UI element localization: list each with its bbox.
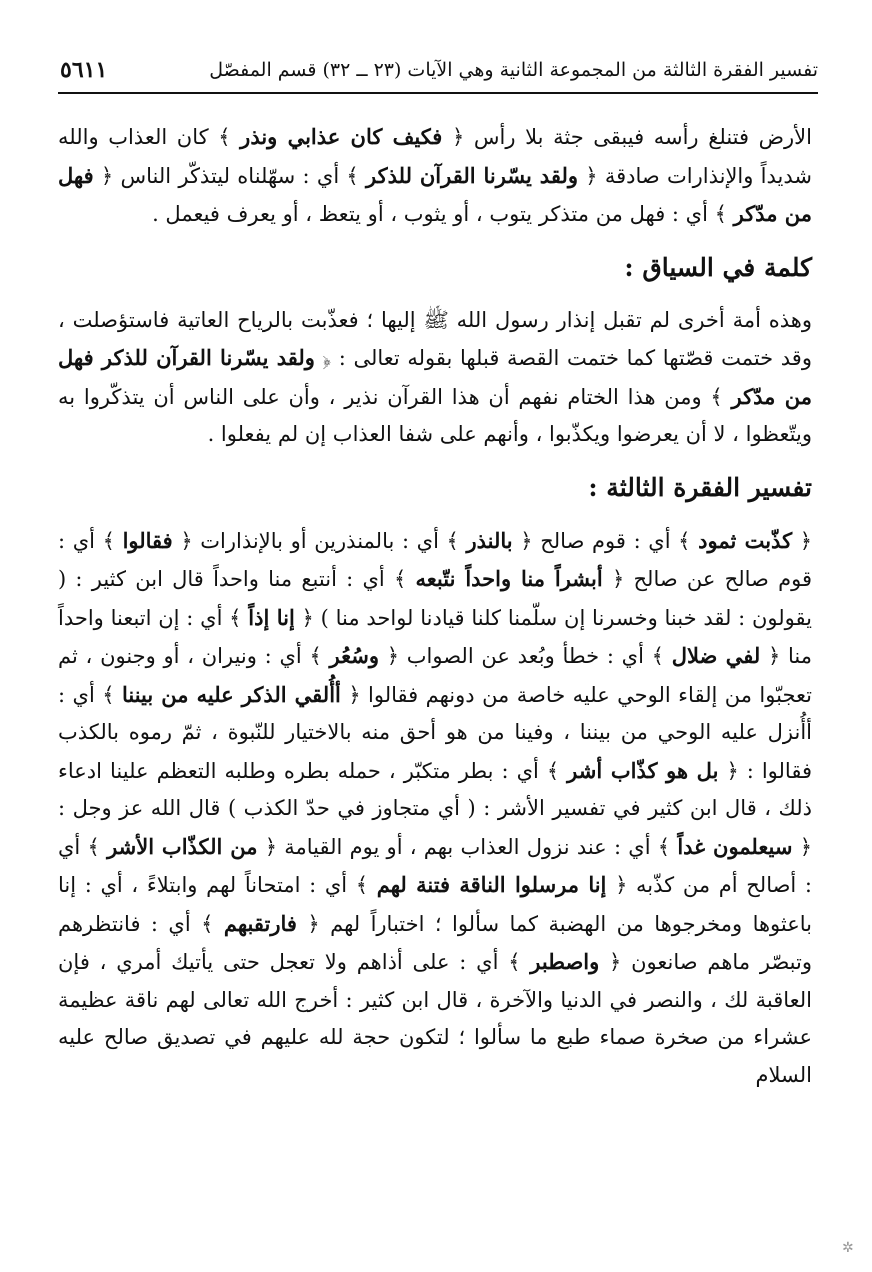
header-rule (58, 92, 818, 94)
quran-quote: إنا إذاً (248, 604, 295, 630)
text-run: ﴾ أي : ونيران ، أو وجنون ، ثم تعجبّوا من إلقاء الوحي عليه خاصة من دونهم فقالوا ﴿ (58, 644, 812, 707)
paragraph-1 (58, 118, 812, 234)
text-run: ﴾ أي : بالمنذرين أو بالإنذارات ﴿ (172, 528, 467, 553)
quran-quote: فارتقبهم (223, 910, 297, 936)
header-title: تفسير الفقرة الثالثة من المجموعة الثانية وهي الآيات (٢٣ ــ ٣٢) قسم المفصّل (209, 59, 818, 81)
text-run: الأرض فتنلغ رأسه فيبقى جثة بلا رأس ﴿ (442, 125, 812, 149)
quran-quote: أأُلقي الذكر عليه من بيننا (121, 681, 341, 707)
running-header (60, 52, 818, 88)
text-run: وهذه أمة أخرى لم تقبل إنذار رسول الله ﷺ إليها ؛ فعذّبت بالرياح العاتية فاستؤصلت ، وقد ختمت قصّتها كما ختمت القصة قبلها بقوله تعالى : ﴿ (58, 307, 812, 370)
quran-quote: لفي ضلال (671, 643, 761, 668)
text-run: ﴾ أي : عند نزول العذاب بهم ، أو يوم القيامة ﴿ (257, 834, 678, 859)
quran-quote: وسُعُر (329, 643, 379, 668)
text-run: ﴾ أي : فهل من متذكر يتوب ، أو يثوب ، أو يتعظ ، أو يعرف فيعمل . (152, 202, 734, 226)
text-run: ﴾ أي : فانتظرهم وتبصّر ماهم صانعون ﴿ (58, 911, 812, 974)
text-run: ﴾ أي : أأُنزل عليه الوحي من بيننا ، وفينا من هو أحق منه بالاختيار للنّبوة ، ثمّ رموه بالكذب فقالوا : ﴿ (58, 682, 812, 783)
paragraph-2 (58, 302, 812, 454)
quran-quote: من الكذّاب الأشر (107, 833, 258, 859)
quran-quote: فكيف كان عذابي ونذر (240, 124, 443, 149)
page-number: ٥٦١١ (60, 57, 108, 83)
section-heading-context: كلمة في السياق : (624, 252, 812, 282)
quran-quote: إنا مرسلوا الناقة فتنة لهم (376, 872, 607, 897)
text-run: ﴾ أي : خطأ وبُعد عن الصواب ﴿ (378, 644, 672, 668)
quran-quote: كذّبت ثمود (698, 527, 793, 553)
corner-ornament-icon: ✲ (842, 1240, 854, 1256)
text-run: ﴾ أي : سهّلناه ليتذكّر الناس ﴿ (93, 163, 367, 188)
quran-quote: بالنذر (466, 527, 513, 553)
text-run: ﴾ أي : قوم صالح ﴿ (512, 528, 699, 553)
text-run: ﴿ (792, 528, 813, 553)
quran-quote: واصطبر (530, 949, 600, 974)
text-run: ﴾ أي : أنتبع منا واحداً قال ابن كثير : ( يقولون : لقد خبنا وخسرنا إن سلّمنا كلنا قيادنا لواحد منا ) ﴿ (58, 567, 812, 630)
section-heading-tafsir: تفسير الفقرة الثالثة : (588, 472, 812, 502)
text-run: ﴾ أي : امتحاناً لهم وابتلاءً ، أي : إنا باعثوها ومخرجوها من الهضبة كما سألوا ؛ اختباراً لهم ﴿ (58, 873, 812, 936)
text-run: ﴾ ومن هذا الختام نفهم أن هذا القرآن نذير ، وأن على الناس أن يتذكّروا به ويتّعظوا ، لا أن يعرضوا ويكذّبوا ، وأنهم على شفا العذاب إن لم يفعلوا . (58, 384, 812, 446)
text-run: ﴾ أي : قوم صالح عن صالح ﴿ (58, 528, 812, 591)
quran-quote: أبشراً منا واحداً نتّبعه (415, 566, 603, 591)
quran-quote: سيعلمون غداً (677, 833, 793, 859)
quran-quote: ولقد يسّرنا القرآن للذكر (366, 162, 578, 188)
text-run: ﴾ أي : أصالح أم من كذّبه ﴿ (58, 834, 812, 897)
quran-quote: ولقد يسّرنا القرآن للذكر فهل من مدّكر (58, 345, 812, 409)
quran-quote: فهل من مدّكر (58, 162, 812, 226)
quran-quote: بل هو كذّاب أشر (567, 757, 719, 783)
quran-quote: فقالوا (122, 527, 173, 553)
text-run: ﴾ أي : بطر متكبّر ، حمله بطره وطلبه التعظم علينا ادعاء ذلك ، قال ابن كثير في تفسير الأشر : ( أي متجاوز في حدّ الكذب ) قال الله عز وجل : ﴿ (58, 758, 812, 859)
text-run: ﴾ أي : على أذاهم ولا تعجل حتى يأتيك أمري ، فإن العاقبة لك ، والنصر في الدنيا والآخرة ، قال ابن كثير : أخرج الله تعالى لهم ناقة عظيمة عشراء من صخرة صماء طبع ما سألوا ؛ لتكون حجة لله عليهم في تصديق صالح عليه السلام (58, 950, 812, 1087)
text-run: ﴾ كان العذاب والله شديداً والإنذارات صادقة ﴿ (58, 125, 812, 188)
paragraph-3 (58, 522, 812, 1095)
page-body (58, 118, 812, 1094)
text-run: ﴾ أي : إن اتبعنا واحداً منا ﴿ (58, 605, 812, 668)
